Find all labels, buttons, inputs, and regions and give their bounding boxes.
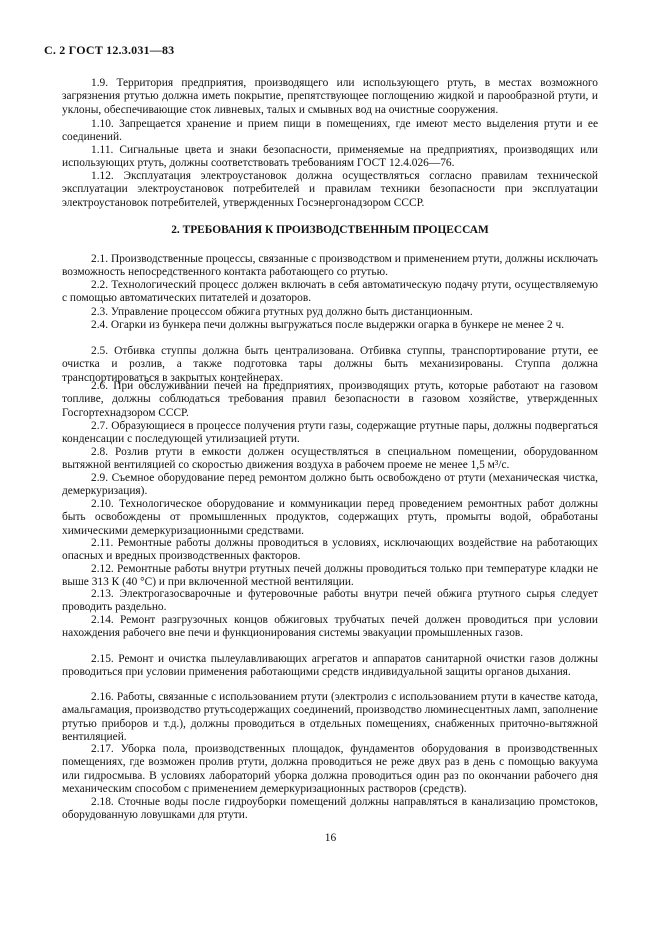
paragraph-2-9: 2.9. Съемное оборудование перед ремонтом должно быть освобождено от ртути (механическая чистка, демеркуризация). xyxy=(62,472,598,498)
paragraph-2-18: 2.18. Сточные воды после гидроуборки помещений должны направляться в канализацию промстоков, оборудованную ловушками для ртути. xyxy=(62,796,598,822)
paragraph-2-12: 2.12. Ремонтные работы внутри ртутных печей должны проводиться только при температуре кладки не выше 313 К (40 °С) и при включенной местной вентиляции. xyxy=(62,563,598,589)
paragraph-2-7: 2.7. Образующиеся в процессе получения ртути газы, содержащие ртутные пары, должны подвергаться конденсации с последующей утилизацией ртути. xyxy=(62,420,598,446)
paragraph-2-2: 2.2. Технологический процесс должен включать в себя автоматическую подачу ртути, осуществляемую с помощью автоматических питателей и дозаторов. xyxy=(62,279,598,305)
page-number: 16 xyxy=(324,832,337,844)
paragraph-2-13: 2.13. Электрогазосварочные и футеровочные работы внутри печей обжига ртутного сырья следует проводить раздельно. xyxy=(62,588,598,614)
paragraph-2-3: 2.3. Управление процессом обжига ртутных руд должно быть дистанционным. xyxy=(91,306,473,318)
paragraph-1-9: 1.9. Территория предприятия, производящего или использующего ртуть, в местах возможного загрязнения ртутью должна иметь покрытие, препятствующее поглощению жидкой и парообразной ртути, и уклоны, обеспечивающие сток ливневых, талых и смывных вод на очистные сооружения. xyxy=(62,77,598,116)
paragraph-2-6: 2.6. При обслуживании печей на предприятиях, производящих ртуть, которые работают на газовом топливе, должны соблюдаться требования правил безопасности в газовом хозяйстве, утвержденных Госгортехнадзором СССР. xyxy=(62,380,598,419)
paragraph-2-17: 2.17. Уборка пола, производственных площадок, фундаментов оборудования в производственных помещениях, где возможен пролив ртути, должна проводиться не реже двух раз в день с помощью вакуума или гидросмыва. В условиях лабораторий уборка должна проводиться один раз по окончании рабочего дня механическим способом с применением демеркуризационных растворов (средств). xyxy=(62,743,598,796)
paragraph-2-5: 2.5. Отбивка ступпы должна быть централизована. Отбивка ступпы, транспортирование ртути, ее очистка и розлив, а также подготовка тары должны быть механизированы. Ступпа должна транспортироваться в закрытых контейнерах. xyxy=(62,345,598,384)
paragraph-2-15: 2.15. Ремонт и очистка пылеулавливающих агрегатов и аппаратов санитарной очистки газов должны проводиться при условии применения работающими средств индивидуальной защиты органов дыхания. xyxy=(62,653,598,679)
paragraph-1-11: 1.11. Сигнальные цвета и знаки безопасности, применяемые на предприятиях, производящих или использующих ртуть, должны соответствовать требованиям ГОСТ 12.4.026—76. xyxy=(62,144,598,170)
paragraph-2-1: 2.1. Производственные процессы, связанные с производством и применением ртути, должны исключать возможность непосредственного контакта работающего со ртутью. xyxy=(62,253,598,279)
paragraph-1-12: 1.12. Эксплуатация электроустановок должна осуществляться согласно правилам технической эксплуатации электроустановок потребителей и правилам техники безопасности при эксплуатации электроустановок потребителей, утвержденных Госэнергонадзором СССР. xyxy=(62,170,598,209)
section-title: 2. ТРЕБОВАНИЯ К ПРОИЗВОДСТВЕННЫМ ПРОЦЕССАМ xyxy=(171,224,489,236)
paragraph-2-16: 2.16. Работы, связанные с использованием ртути (электролиз с использованием ртути в качестве катода, амальгамация, производство ртутьсодержащих соединений, производство люминесцентных ламп, заполнение ртутью приборов и т.д.), должны проводиться в отдельных помещениях, снабженных приточно-вытяжной вентиляцией. xyxy=(62,691,598,744)
paragraph-2-4: 2.4. Огарки из бункера печи должны выгружаться после выдержки огарка в бункере не менее 2 ч. xyxy=(91,319,565,331)
paragraph-2-10: 2.10. Технологическое оборудование и коммуникации перед проведением ремонтных работ должны быть освобождены от промышленных продуктов, содержащих ртуть, промыты водой, обработаны химическими демеркуризационными средствами. xyxy=(62,498,598,537)
paragraph-2-11: 2.11. Ремонтные работы должны проводиться в условиях, исключающих воздействие на работающих опасных и вредных производственных факторов. xyxy=(62,537,598,563)
page-header: С. 2 ГОСТ 12.3.031—83 xyxy=(44,43,175,57)
paragraph-2-14: 2.14. Ремонт разгрузочных концов обжиговых трубчатых печей должен проводиться при условии нахождения рабочего вне печи и функционирования системы эвакуации промышленных газов. xyxy=(62,614,598,640)
paragraph-2-8: 2.8. Розлив ртути в емкости должен осуществляться в специальном помещении, оборудованном вытяжной вентиляцией со скоростью движения воздуха в рабочем проеме не менее 1,5 м³/с. xyxy=(62,446,598,472)
paragraph-1-10: 1.10. Запрещается хранение и прием пищи в помещениях, где имеют место выделения ртути и ее соединений. xyxy=(62,118,598,144)
